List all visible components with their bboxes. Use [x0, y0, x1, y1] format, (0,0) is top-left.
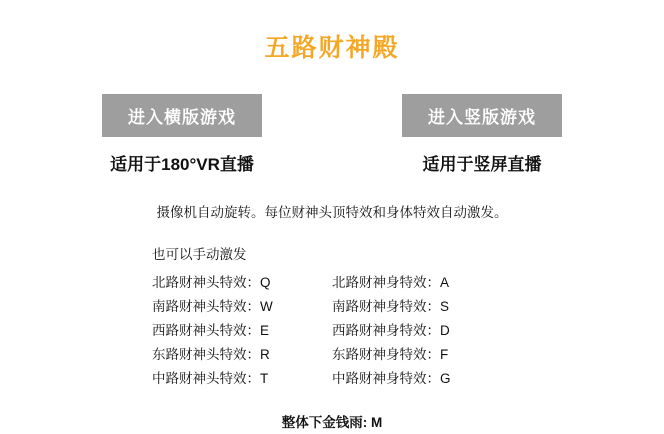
keybinding-body-south: 南路财神身特效：S: [332, 299, 450, 314]
keybinding-head-center: 中路财神头特效：T: [152, 371, 269, 386]
mode-buttons-row: [0, 94, 664, 175]
landscape-mode-group: [67, 94, 297, 175]
enter-portrait-game-button[interactable]: 进入竖版游戏: [402, 94, 562, 137]
manual-trigger-title: 也可以手动激发: [152, 247, 247, 262]
table-row: [152, 269, 512, 293]
keybinding-body-center: 中路财神身特效：G: [332, 371, 451, 386]
enter-landscape-game-caption: 适用于180°VR直播: [110, 155, 254, 174]
page-root: [0, 28, 664, 434]
auto-effect-description: 摄像机自动旋转。每位财神头顶特效和身体特效自动激发。: [156, 205, 508, 220]
table-row: [152, 293, 512, 317]
enter-landscape-game-button[interactable]: 进入横版游戏: [102, 94, 262, 137]
manual-trigger-block: [152, 243, 512, 389]
keybinding-body-west: 西路财神身特效：D: [332, 323, 450, 338]
page-title: 五路财神殿: [264, 34, 400, 62]
keybinding-table: [152, 269, 512, 389]
enter-portrait-game-caption: 适用于竖屏直播: [422, 155, 542, 174]
keybinding-head-north: 北路财神头特效：Q: [152, 275, 271, 290]
keybinding-body-north: 北路财神身特效：A: [332, 275, 450, 290]
table-row: [152, 365, 512, 389]
table-row: [152, 317, 512, 341]
keybinding-head-west: 西路财神头特效：E: [152, 323, 270, 338]
keybinding-body-east: 东路财神身特效：F: [332, 347, 449, 362]
keybinding-head-south: 南路财神头特效：W: [152, 299, 273, 314]
money-rain-hint: 整体下金钱雨: M: [281, 415, 383, 430]
table-row: [152, 341, 512, 365]
portrait-mode-group: [367, 94, 597, 175]
keybinding-head-east: 东路财神头特效：R: [152, 347, 270, 362]
